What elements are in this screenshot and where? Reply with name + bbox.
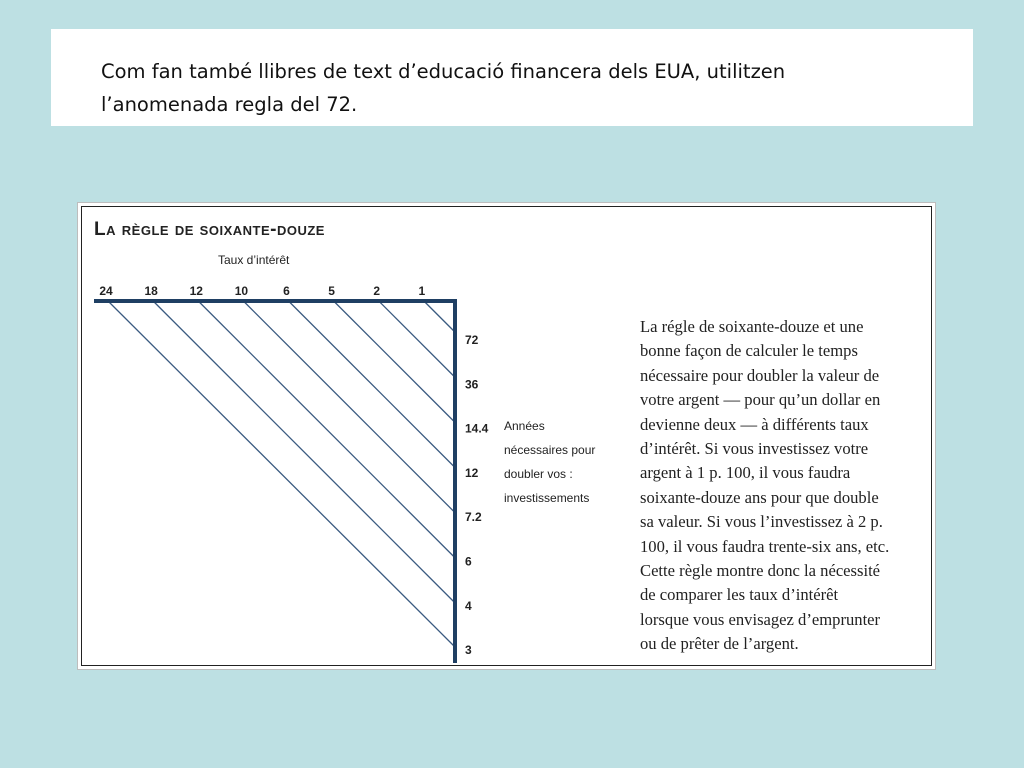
caption-line-1: Com fan també llibres de text d’educació financera dels EUA, utilitzen — [101, 60, 786, 83]
figure-frame — [81, 206, 932, 666]
years-label: 6 — [465, 554, 472, 569]
interest-rate-label: 1 — [418, 284, 426, 298]
years-label: 72 — [465, 333, 479, 347]
diagonal-line — [289, 301, 456, 468]
right-axis-label-line: doubler vos : — [504, 467, 573, 481]
interest-rate-label: 10 — [234, 284, 249, 298]
right-axis-label — [504, 419, 599, 505]
right-axis-label-line: nécessaires pour — [504, 443, 596, 457]
diagonal-line — [243, 301, 455, 513]
diagonal-line — [108, 301, 455, 647]
top-axis-label: Taux d’intérêt — [218, 253, 290, 267]
explanation-text: La régle de soixante-douze et une bonne façon de calculer le temps nécessaire pour doubler la valeur de votre argent — pour qu’un dollar en devienne deux — à différents taux d’intérêt. Si vous investissez votre argent à 1 p. 100, il vous faudra soixante-douze ans pour que double sa valeur. Si vous l’investissez à 2 p. 100, il vous faudra trente-six ans, etc. Cette règle montre donc la nécessité de comparer les taux d’intérêt lorsque vous envisagez d’emprunter ou de prêter de l’argent. — [640, 317, 890, 654]
diagonal-line — [379, 301, 455, 377]
years-label: 12 — [465, 465, 479, 480]
figure-title: La règle de soixante-douze — [94, 219, 325, 240]
caption-text — [101, 55, 931, 121]
interest-rate-label: 24 — [99, 284, 113, 298]
years-label: 14.4 — [465, 421, 489, 436]
interest-rate-labels — [99, 284, 425, 298]
years-label: 36 — [465, 377, 479, 392]
interest-rate-label: 5 — [328, 284, 335, 298]
years-label: 4 — [465, 598, 472, 613]
diagonal-line — [153, 301, 455, 603]
right-axis-label-line: investissements — [504, 491, 590, 505]
interest-rate-label: 18 — [144, 284, 158, 298]
caption-box — [51, 29, 973, 126]
rule-of-72-figure — [77, 202, 936, 670]
years-label: 7.2 — [465, 510, 482, 525]
diagonal-lines — [108, 301, 455, 647]
interest-rate-label: 12 — [189, 284, 203, 298]
right-axis-label-line: Années — [504, 419, 545, 433]
years-labels — [465, 333, 489, 657]
interest-rate-label: 2 — [373, 284, 381, 298]
caption-line-2: l’anomenada regla del 72. — [101, 93, 358, 116]
years-label: 3 — [465, 643, 472, 658]
diagonal-line — [334, 301, 455, 422]
diagonal-line — [424, 301, 455, 332]
interest-rate-label: 6 — [283, 284, 290, 298]
